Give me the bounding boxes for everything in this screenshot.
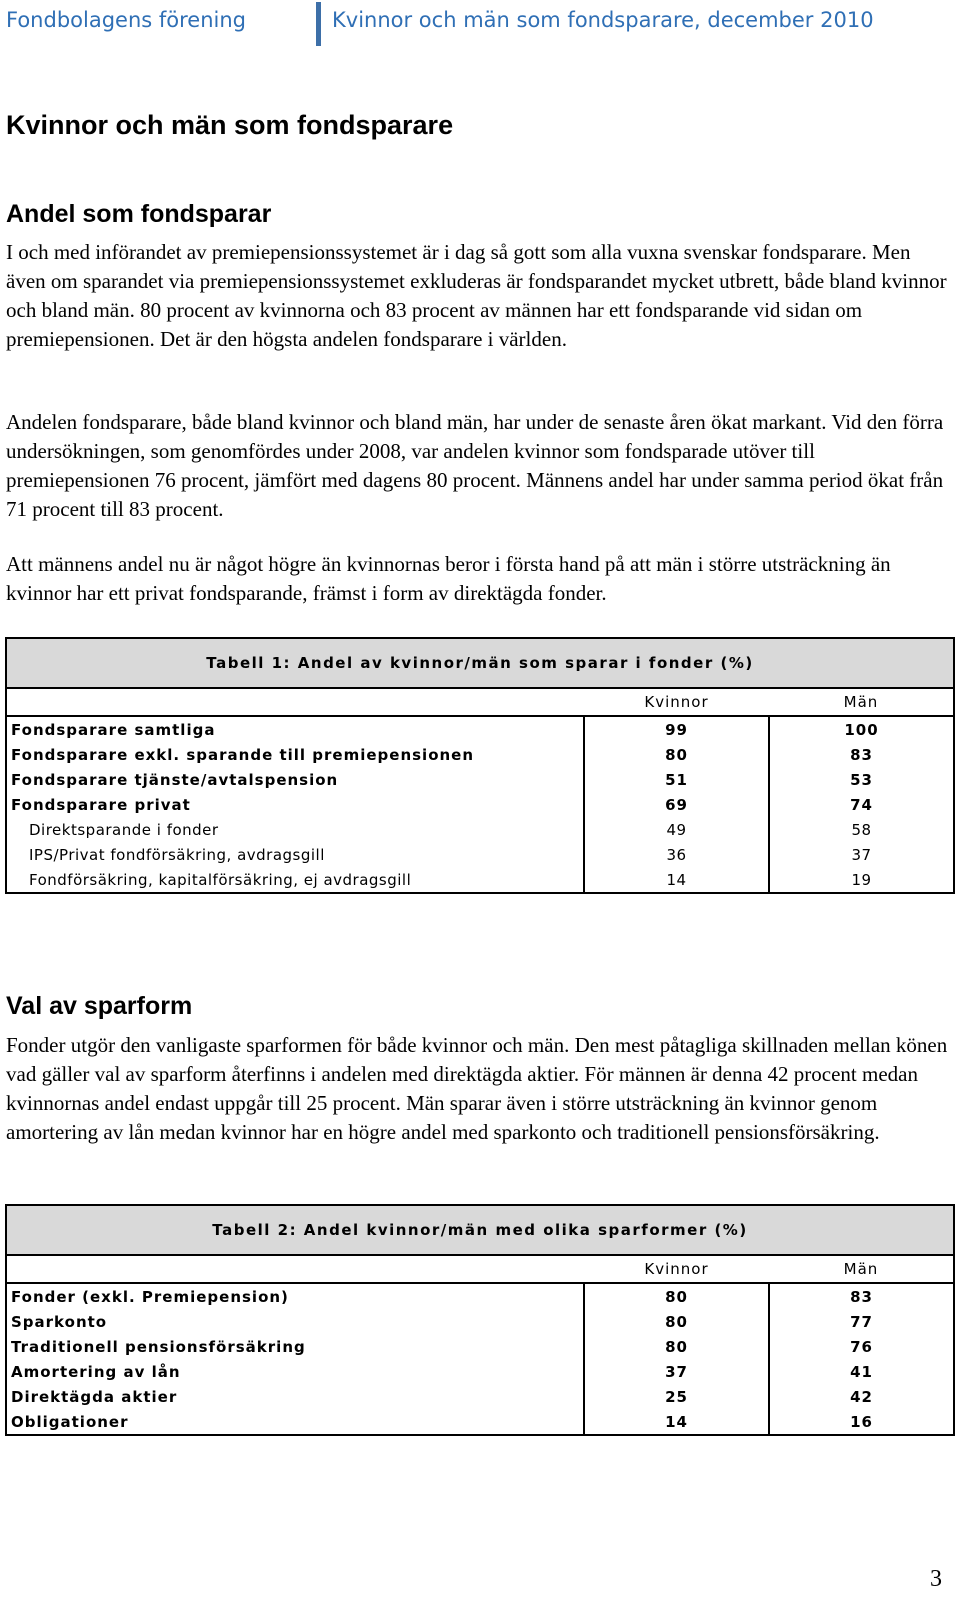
table-caption: Tabell 1: Andel av kvinnor/män som sparar i fonder (%): [6, 638, 954, 688]
row-label: Direktägda aktier: [6, 1384, 584, 1409]
value-women: 25: [584, 1384, 769, 1409]
paragraph: I och med införandet av premiepensionssystemet är i dag så gott som alla vuxna svenskar fondsparare. Men även om sparandet via premiepensionssystemet exkluderas är fondsparandet mycket utbrett, både bland kvinnor och bland män. 80 procent av kvinnorna och 83 procent av männen har ett fondsparande vid sidan om premiepensionen. Det är den högsta andelen fondsparare i världen.: [6, 240, 947, 351]
value-women: 51: [584, 767, 769, 792]
row-label: IPS/Privat fondförsäkring, avdragsgill: [6, 842, 584, 867]
table-row: [6, 1384, 954, 1409]
organization-name: Fondbolagens förening: [6, 8, 246, 32]
row-label: Fondsparare tjänste/avtalspension: [6, 767, 584, 792]
value-men: 76: [769, 1334, 954, 1359]
row-label: Sparkonto: [6, 1309, 584, 1334]
column-header-men: Män: [769, 688, 954, 716]
value-men: 74: [769, 792, 954, 817]
value-women: 80: [584, 742, 769, 767]
value-women: 80: [584, 1283, 769, 1309]
table-caption: Tabell 2: Andel kvinnor/män med olika sparformer (%): [6, 1205, 954, 1255]
value-women: 80: [584, 1309, 769, 1334]
page-number: 3: [930, 1566, 942, 1592]
paragraph: Fonder utgör den vanligaste sparformen för både kvinnor och män. Den mest påtagliga skillnaden mellan könen vad gäller val av sparform återfinns i andelen med direktägda aktier. För männen är denna 42 procent medan kvinnornas andel endast uppgår till 25 procent. Män sparar även i större utsträckning än kvinnor genom amortering av lån medan kvinnor har en högre andel med sparkonto och traditionell pensionsförsäkring.: [6, 1033, 948, 1144]
value-men: 58: [769, 817, 954, 842]
page-title: Kvinnor och män som fondsparare: [6, 110, 454, 140]
value-women: 14: [584, 867, 769, 893]
table-2: [5, 1204, 955, 1436]
value-women: 49: [584, 817, 769, 842]
column-header-men: Män: [769, 1255, 954, 1283]
row-label: Fondsparare samtliga: [6, 716, 584, 742]
value-men: 100: [769, 716, 954, 742]
value-men: 83: [769, 1283, 954, 1309]
document-title: Kvinnor och män som fondsparare, december 2010: [332, 8, 874, 32]
table-row: [6, 767, 954, 792]
table-row: [6, 1283, 954, 1309]
table-row: [6, 716, 954, 742]
table-row: [6, 792, 954, 817]
row-label: Fondsparare exkl. sparande till premiepensionen: [6, 742, 584, 767]
value-men: 19: [769, 867, 954, 893]
paragraph: Andelen fondsparare, både bland kvinnor och bland män, har under de senaste åren ökat markant. Vid den förra undersökningen, som genomfördes under 2008, var andelen kvinnor som fondsparade utöver till premiepensionen 76 procent, jämfört med dagens 80 procent. Männens andel har under samma period ökat från 71 procent till 83 procent.: [6, 410, 944, 521]
table-row: [6, 1309, 954, 1334]
value-women: 69: [584, 792, 769, 817]
column-header-women: Kvinnor: [644, 1260, 709, 1278]
table-row: [6, 842, 954, 867]
section-heading-sparform: Val av sparform: [6, 992, 193, 1020]
column-header-women: Kvinnor: [644, 693, 709, 711]
value-men: 77: [769, 1309, 954, 1334]
row-label: Amortering av lån: [6, 1359, 584, 1384]
paragraph: Att männens andel nu är något högre än kvinnornas beror i första hand på att män i större utsträckning än kvinnor har ett privat fondsparande, främst i form av direktägda fonder.: [6, 552, 891, 605]
value-women: 14: [584, 1409, 769, 1435]
section-heading-andel: Andel som fondsparar: [6, 200, 272, 228]
table-1: [5, 637, 955, 894]
row-label: Fondsparare privat: [6, 792, 584, 817]
table-row: [6, 742, 954, 767]
table-row: [6, 1334, 954, 1359]
table-row: [6, 867, 954, 893]
value-women: 99: [584, 716, 769, 742]
value-men: 16: [769, 1409, 954, 1435]
table-row: [6, 1359, 954, 1384]
value-women: 80: [584, 1334, 769, 1359]
value-women: 36: [584, 842, 769, 867]
value-men: 53: [769, 767, 954, 792]
row-label: Fondförsäkring, kapitalförsäkring, ej avdragsgill: [6, 867, 584, 893]
row-label: Fonder (exkl. Premiepension): [6, 1283, 584, 1309]
row-label: Traditionell pensionsförsäkring: [6, 1334, 584, 1359]
value-women: 37: [584, 1359, 769, 1384]
value-men: 42: [769, 1384, 954, 1409]
row-label: Obligationer: [6, 1409, 584, 1435]
value-men: 41: [769, 1359, 954, 1384]
header-divider: [316, 2, 321, 46]
value-men: 37: [769, 842, 954, 867]
table-row: [6, 817, 954, 842]
value-men: 83: [769, 742, 954, 767]
table-row: [6, 1409, 954, 1435]
row-label: Direktsparande i fonder: [6, 817, 584, 842]
